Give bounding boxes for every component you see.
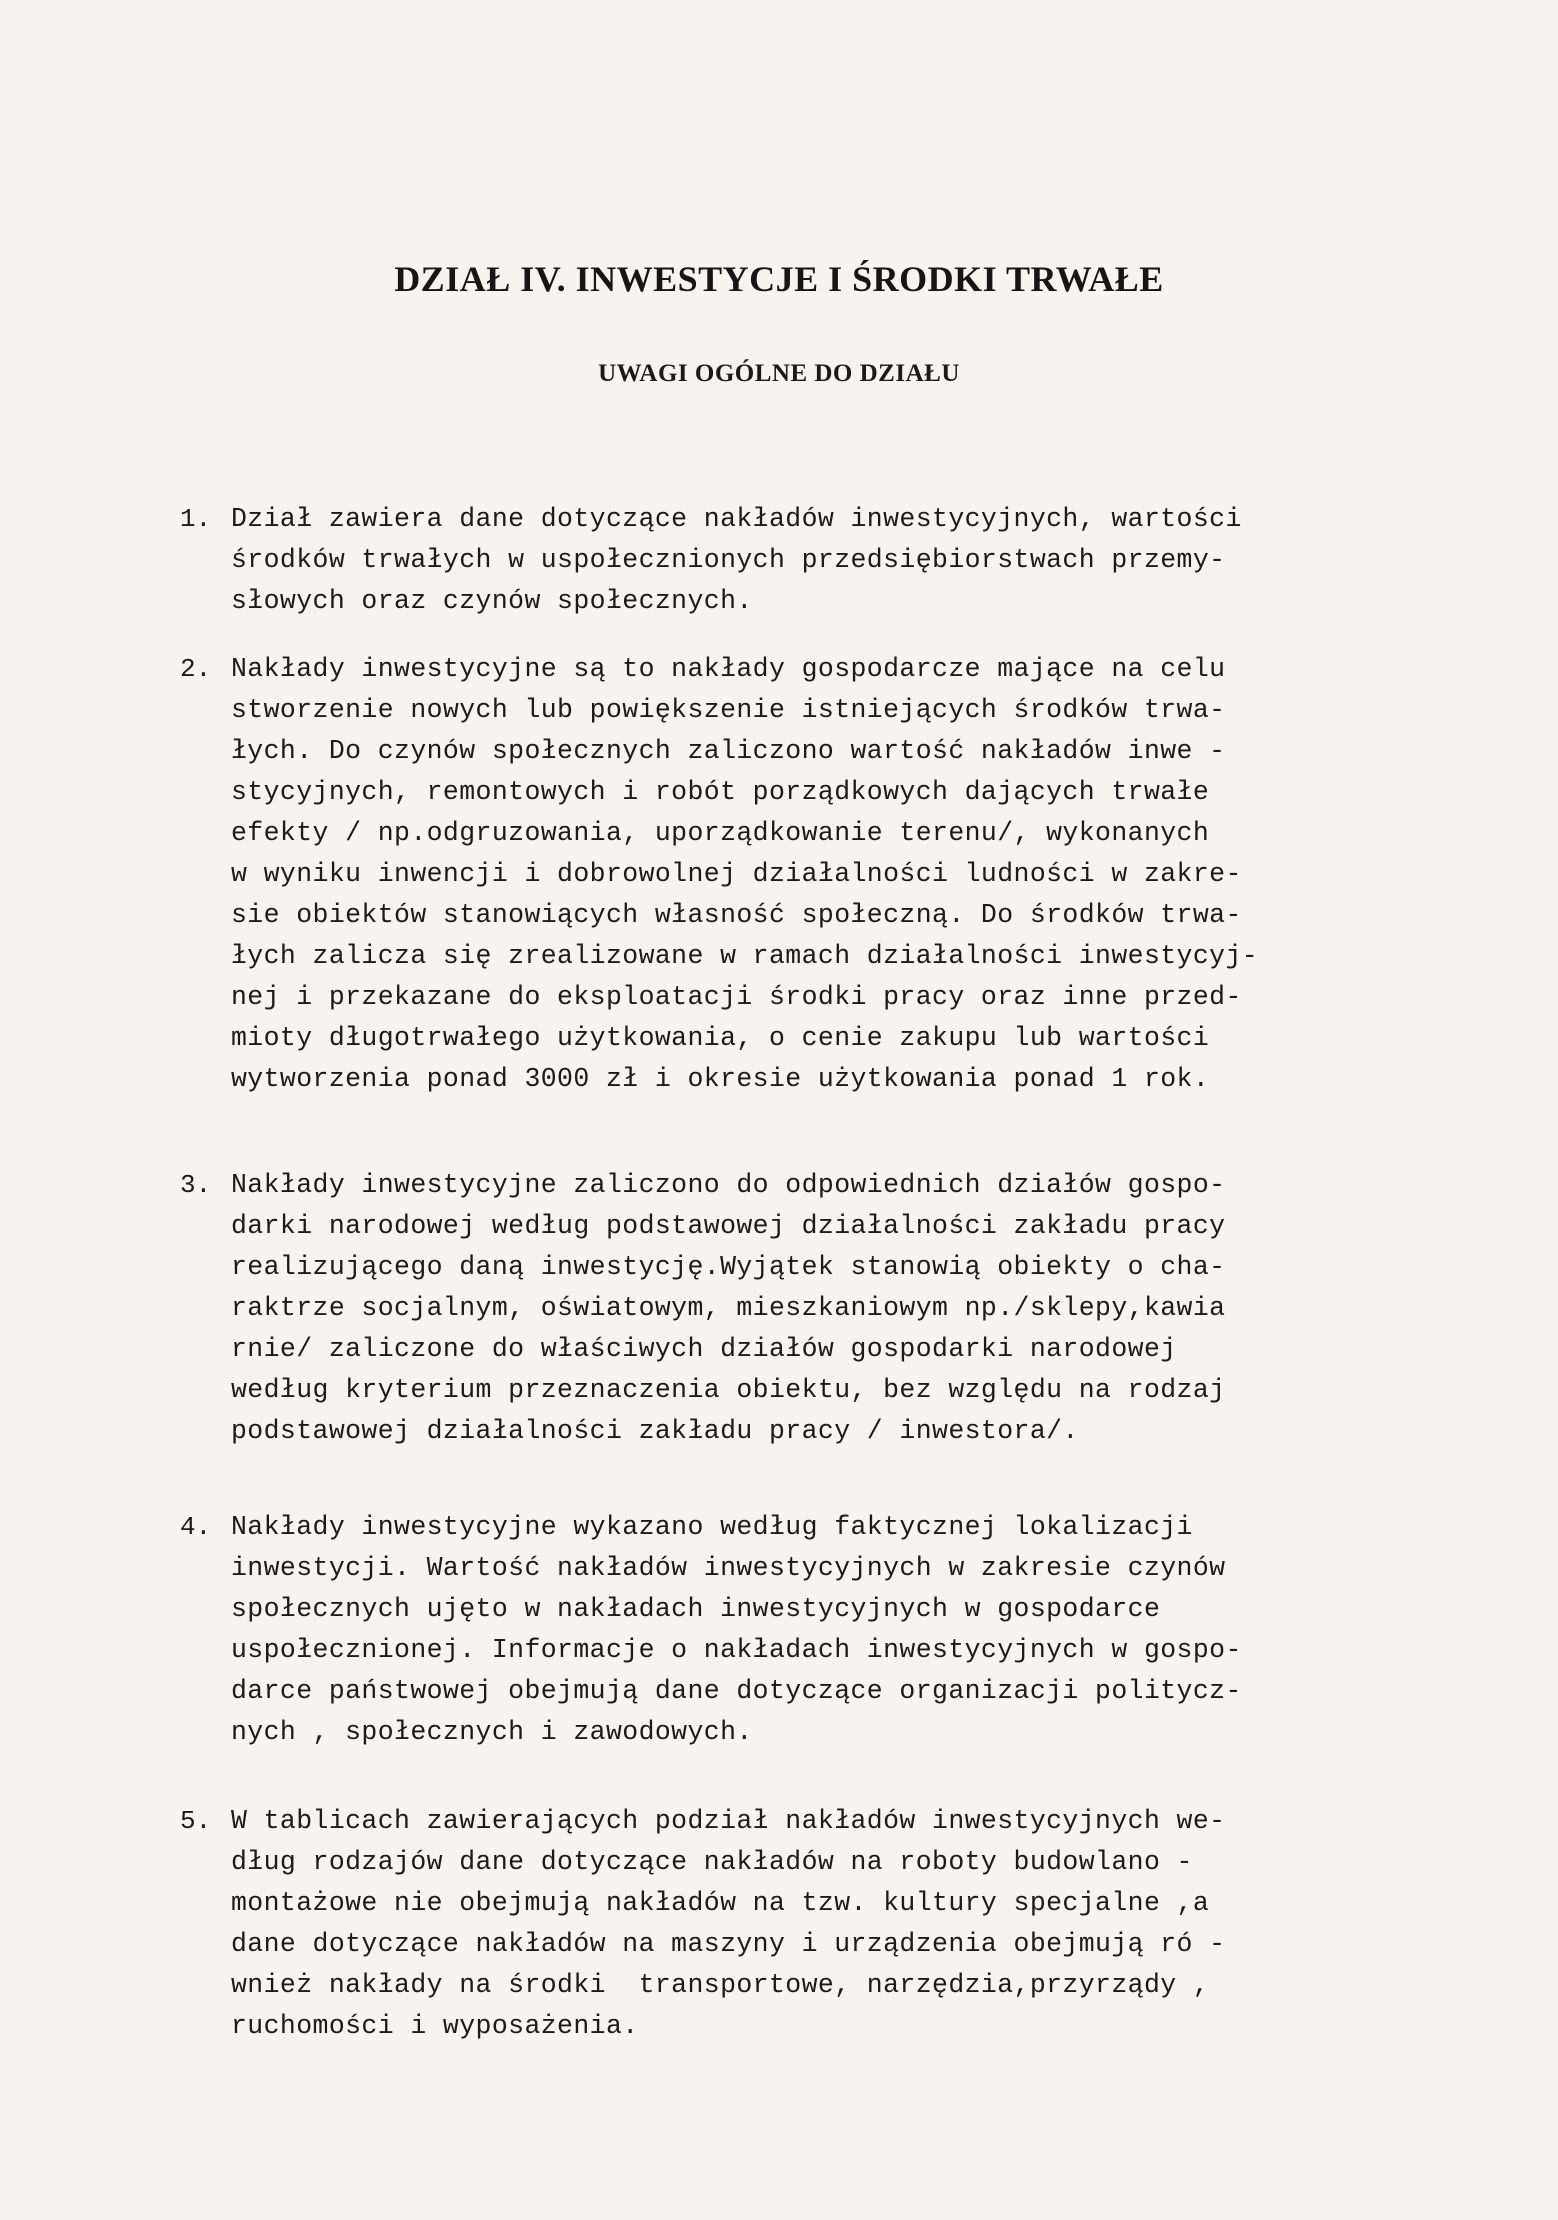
paragraph-line: rnie/ zaliczone do właściwych działów gospodarki narodowej: [231, 1334, 1177, 1364]
paragraph-line: społecznych ujęto w nakładach inwestycyjnych w gospodarce: [231, 1594, 1161, 1624]
paragraph-line: darce państwowej obejmują dane dotyczące organizacji politycz-: [231, 1676, 1242, 1706]
section-title: DZIAŁ IV. INWESTYCJE I ŚRODKI TRWAŁE: [394, 259, 1164, 299]
paragraph-line: wnież nakłady na środki transportowe, narzędzia,przyrządy ,: [231, 1970, 1210, 2000]
paragraph-line: Nakłady inwestycyjne wykazano według faktycznej lokalizacji: [231, 1512, 1193, 1542]
paragraph-line: sie obiektów stanowiących własność społeczną. Do środków trwa-: [231, 900, 1242, 930]
paragraph-line: realizującego daną inwestycję.Wyjątek stanowią obiekty o cha-: [231, 1252, 1226, 1282]
paragraph-line: dług rodzajów dane dotyczące nakładów na roboty budowlano -: [231, 1847, 1193, 1877]
paragraph-line: środków trwałych w uspołecznionych przedsiębiorstwach przemy-: [231, 545, 1226, 575]
paragraph-line: podstawowej działalności zakładu pracy / inwestora/.: [231, 1416, 1079, 1446]
paragraph-line: nej i przekazane do eksploatacji środki pracy oraz inne przed-: [231, 982, 1242, 1012]
paragraph-line: darki narodowej według podstawowej działalności zakładu pracy: [231, 1211, 1226, 1241]
paragraph-line: łych zalicza się zrealizowane w ramach działalności inwestycyj-: [231, 941, 1259, 971]
paragraph-line: Nakłady inwestycyjne zaliczono do odpowiednich działów gospo-: [231, 1170, 1226, 1200]
paragraph-line: według kryterium przeznaczenia obiektu, bez względu na rodzaj: [231, 1375, 1226, 1405]
paragraph-line: nych , społecznych i zawodowych.: [231, 1717, 753, 1747]
paragraph-line: mioty długotrwałego użytkowania, o cenie zakupu lub wartości: [231, 1023, 1210, 1053]
paragraph-line: stworzenie nowych lub powiększenie istniejących środków trwa-: [231, 695, 1226, 725]
paragraph-line: Nakłady inwestycyjne są to nakłady gospodarcze mające na celu: [231, 654, 1226, 684]
paragraph-line: W tablicach zawierających podział nakładów inwestycyjnych we-: [231, 1806, 1226, 1836]
section-subtitle: UWAGI OGÓLNE DO DZIAŁU: [598, 360, 960, 387]
paragraph-line: w wyniku inwencji i dobrowolnej działalności ludności w zakre-: [231, 859, 1242, 889]
paragraph-number: 4.: [180, 1512, 212, 1542]
paragraph-line: montażowe nie obejmują nakładów na tzw. kultury specjalne ,a: [231, 1888, 1210, 1918]
paragraph-line: łych. Do czynów społecznych zaliczono wartość nakładów inwe -: [231, 736, 1226, 766]
paragraph-line: ruchomości i wyposażenia.: [231, 2011, 639, 2041]
paragraph-line: uspołecznionej. Informacje o nakładach inwestycyjnych w gospo-: [231, 1635, 1242, 1665]
paragraph-number: 5.: [180, 1806, 212, 1836]
paragraph-line: dane dotyczące nakładów na maszyny i urządzenia obejmują ró -: [231, 1929, 1226, 1959]
paragraph-number: 2.: [180, 654, 212, 684]
paragraph-line: słowych oraz czynów społecznych.: [231, 586, 753, 616]
paragraph-number: 3.: [180, 1170, 212, 1200]
paragraph-line: efekty / np.odgruzowania, uporządkowanie terenu/, wykonanych: [231, 818, 1210, 848]
paragraph-line: raktrze socjalnym, oświatowym, mieszkaniowym np./sklepy,kawia: [231, 1293, 1226, 1323]
paragraph-line: stycyjnych, remontowych i robót porządkowych dających trwałe: [231, 777, 1210, 807]
paragraph-line: inwestycji. Wartość nakładów inwestycyjnych w zakresie czynów: [231, 1553, 1226, 1583]
paragraph-number: 1.: [180, 504, 212, 534]
paragraph-line: Dział zawiera dane dotyczące nakładów inwestycyjnych, wartości: [231, 504, 1242, 534]
paragraph-line: wytworzenia ponad 3000 zł i okresie użytkowania ponad 1 rok.: [231, 1064, 1210, 1094]
